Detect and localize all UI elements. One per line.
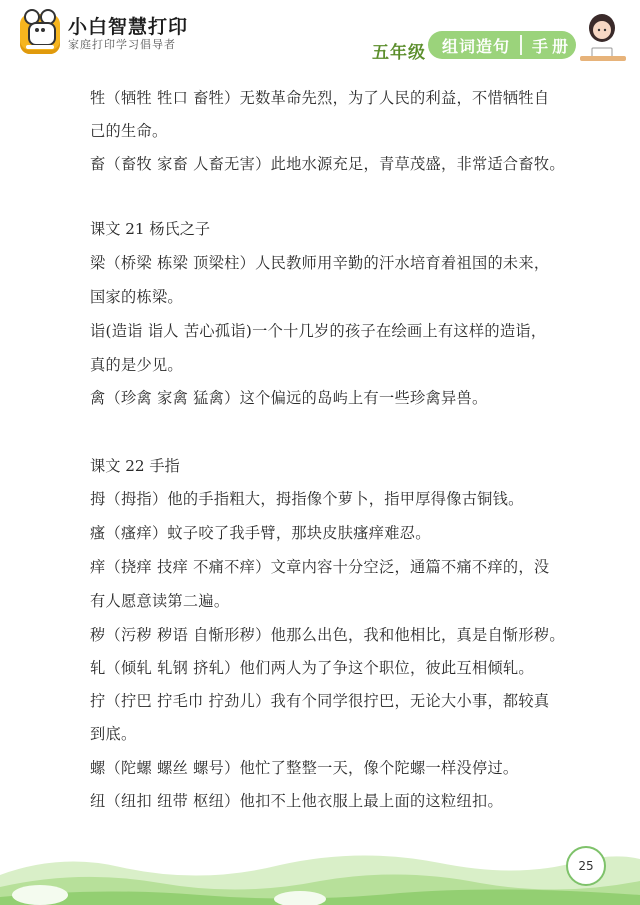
text-line: 有人愿意读第二遍。 bbox=[90, 592, 230, 610]
text-line: 牲（牺牲 牲口 畜牲）无数革命先烈，为了人民的利益，不惜牺牲自 bbox=[90, 89, 550, 107]
text-line: 纽（纽扣 纽带 枢纽）他扣不上他衣服上最上面的这粒纽扣。 bbox=[90, 792, 503, 810]
printer-mascot-icon bbox=[20, 14, 60, 54]
text-line: 诣(造诣 诣人 苦心孤诣)一个十几岁的孩子在绘画上有这样的造诣， bbox=[90, 322, 547, 340]
lesson-heading: 课文 21 杨氏之子 bbox=[90, 220, 211, 238]
text-line: 螺（陀螺 螺丝 螺号）他忙了整整一天，像个陀螺一样没停过。 bbox=[90, 759, 519, 777]
page-header bbox=[0, 0, 640, 70]
text-line: 痒（挠痒 技痒 不痛不痒）文章内容十分空泛，通篇不痛不痒的，没 bbox=[90, 558, 550, 576]
lesson-heading: 课文 22 手指 bbox=[90, 457, 180, 475]
brand-title: 小白智慧打印 bbox=[68, 16, 189, 38]
topic-banner bbox=[428, 31, 576, 59]
text-line: 梁（桥梁 栋梁 顶梁柱）人民教师用辛勤的汗水培育着祖国的未来， bbox=[90, 254, 550, 272]
text-line: 秽（污秽 秽语 自惭形秽）他那么出色，我和他相比，真是自惭形秽。 bbox=[90, 626, 565, 644]
text-line: 国家的栋梁。 bbox=[90, 288, 183, 306]
grass-footer-decoration bbox=[0, 825, 640, 905]
girl-reading-icon bbox=[574, 8, 630, 64]
text-line: 瘙（瘙痒）蚊子咬了我手臂，那块皮肤瘙痒难忍。 bbox=[90, 524, 431, 542]
text-line: 到底。 bbox=[90, 725, 137, 743]
topic-label: 组词造句 bbox=[442, 36, 511, 56]
text-line: 己的生命。 bbox=[90, 122, 168, 140]
text-line: 畜（畜牧 家畜 人畜无害）此地水源充足，青草茂盛，非常适合畜牧。 bbox=[90, 155, 565, 173]
text-line: 拇（拇指）他的手指粗大，拇指像个萝卜，指甲厚得像古铜钱。 bbox=[90, 490, 524, 508]
brand-subtitle: 家庭打印学习倡导者 bbox=[68, 38, 176, 51]
text-line: 真的是少见。 bbox=[90, 356, 183, 374]
brand-logo bbox=[20, 14, 188, 54]
book-label: 手册 bbox=[532, 36, 573, 56]
page-number: 25 bbox=[566, 846, 606, 886]
grade-label: 五年级 bbox=[372, 43, 426, 63]
text-line: 轧（倾轧 轧钢 挤轧）他们两人为了争这个职位，彼此互相倾轧。 bbox=[90, 659, 534, 677]
text-line: 拧（拧巴 拧毛巾 拧劲儿）我有个同学很拧巴，无论大小事，都较真 bbox=[90, 692, 550, 710]
text-line: 禽（珍禽 家禽 猛禽）这个偏远的岛屿上有一些珍禽异兽。 bbox=[90, 389, 488, 407]
